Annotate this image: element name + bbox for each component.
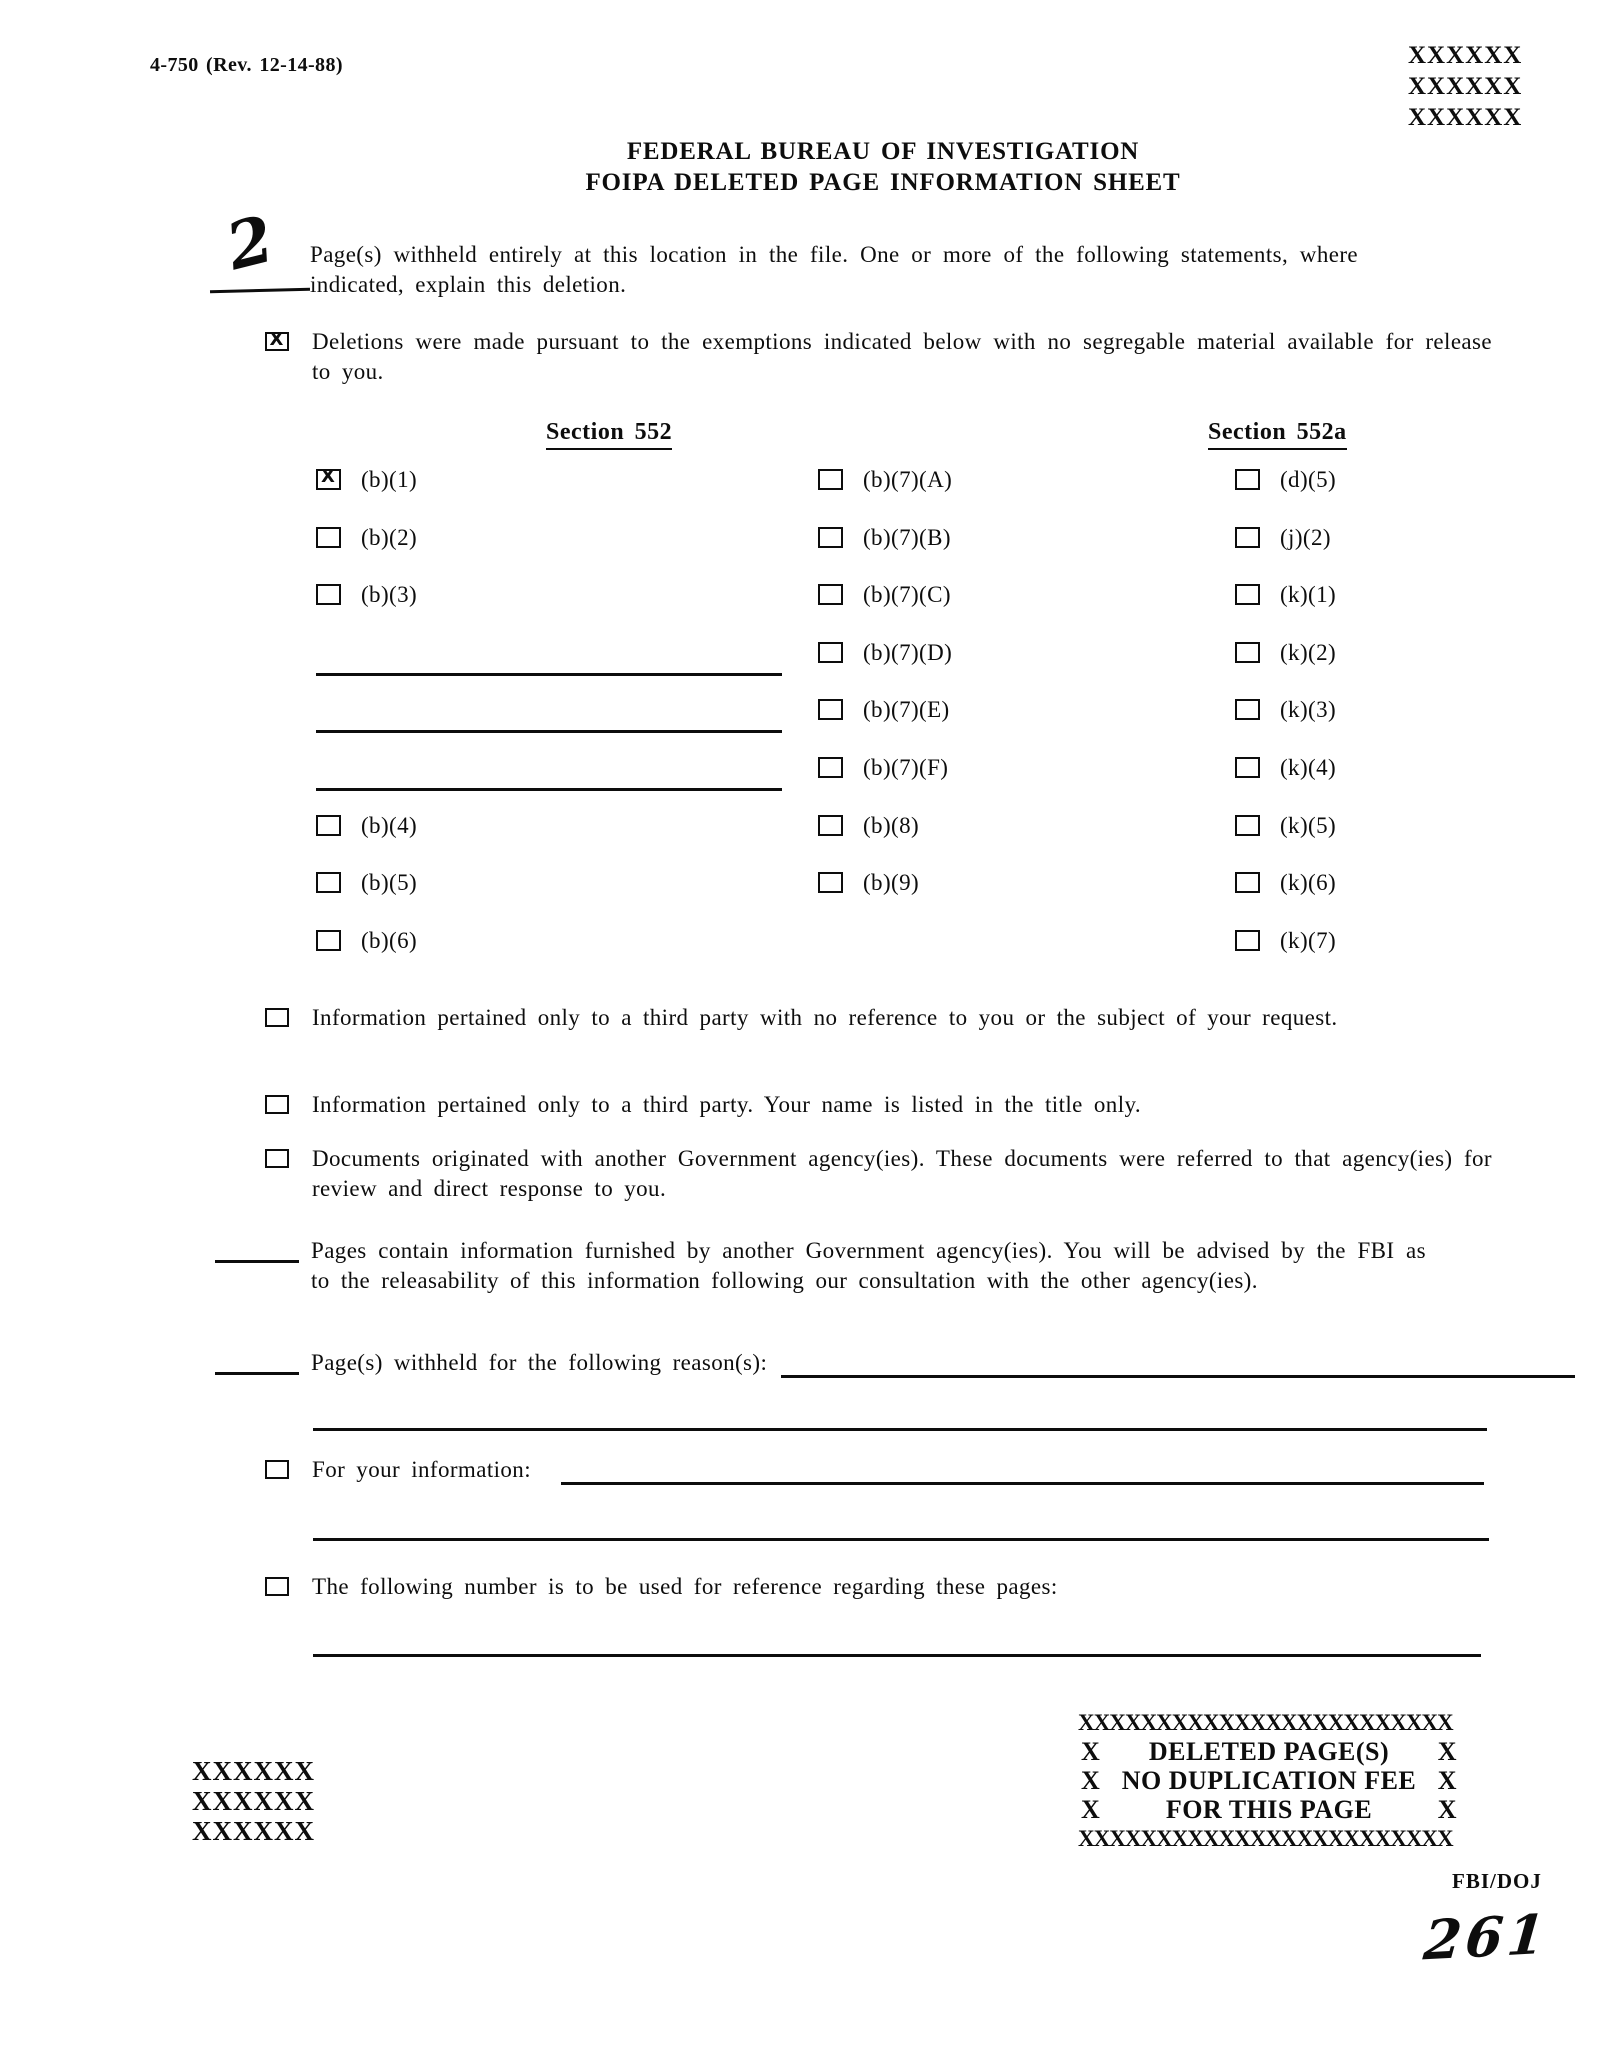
- exemption-k7: [1235, 923, 1535, 981]
- for-your-information-fill-line[interactable]: [561, 1456, 1484, 1485]
- stamp-text: NO DUPLICATION FEE: [1121, 1766, 1417, 1795]
- third-party-title-only-checkbox[interactable]: [265, 1095, 289, 1114]
- label-b7C: (b)(7)(C): [863, 582, 951, 608]
- for-your-information-continuation-line[interactable]: [313, 1538, 1489, 1541]
- redaction-line: XXXXXX: [192, 1816, 315, 1846]
- withheld-reasons-fill-line[interactable]: [781, 1349, 1575, 1378]
- exemption-b7F: [818, 750, 1235, 808]
- checkbox-k4[interactable]: [1235, 757, 1260, 778]
- exemption-b6: [316, 923, 818, 981]
- intro-text: Page(s) withheld entirely at this location in the file. One or more of the following statements, where indicated, explain this deletion.: [310, 242, 1358, 297]
- exemption-b8: [818, 808, 1235, 866]
- pages-other-agency-text: Pages contain information furnished by another Government agency(ies). You will be advised by the FBI as to the releasability of this information following our consultation with the other agency(ies).: [311, 1238, 1426, 1293]
- exemption-k3: [1235, 692, 1535, 750]
- checkbox-b7D[interactable]: [818, 642, 843, 663]
- deletions-statement: [265, 327, 1492, 387]
- documents-originated-checkbox[interactable]: [265, 1149, 289, 1168]
- exemption-b9: [818, 865, 1235, 923]
- stamp-row-deleted-pages: [1078, 1737, 1460, 1766]
- exemption-b7E: [818, 692, 1235, 750]
- handwritten-page-count: 2: [219, 201, 282, 286]
- label-b9: (b)(9): [863, 870, 920, 896]
- handwritten-page-number: 261: [1421, 1901, 1552, 1973]
- page-title: [166, 136, 1600, 198]
- redaction-block-bottom: [192, 1756, 315, 1846]
- pages-other-agency-blank-line[interactable]: [215, 1260, 299, 1263]
- checkbox-b7A[interactable]: [818, 469, 843, 490]
- deletions-checkbox[interactable]: [265, 332, 289, 351]
- stamp-row-for-this-page: [1078, 1795, 1460, 1824]
- reference-number-checkbox[interactable]: [265, 1577, 289, 1596]
- label-b7F: (b)(7)(F): [863, 754, 949, 780]
- label-k2: (k)(2): [1280, 639, 1337, 665]
- reference-number-fill-line[interactable]: [313, 1654, 1481, 1657]
- checkbox-k5[interactable]: [1235, 815, 1260, 836]
- stamp-edge-x: X: [1437, 1795, 1457, 1824]
- statement-withheld-reasons: [215, 1348, 1575, 1378]
- checkbox-b2[interactable]: [316, 527, 341, 548]
- exemption-b5: [316, 865, 818, 923]
- exemption-b7C: [818, 577, 1235, 635]
- redaction-line: XXXXXX: [1408, 73, 1523, 100]
- stamp-border-top: XXXXXXXXXXXXXXXXXXXXXXXX: [1078, 1710, 1453, 1735]
- checkbox-b7B[interactable]: [818, 527, 843, 548]
- exemption-b4: [316, 808, 818, 866]
- stamp-border-bottom: XXXXXXXXXXXXXXXXXXXXXXXX: [1078, 1826, 1453, 1851]
- checkbox-b7E[interactable]: [818, 699, 843, 720]
- checkbox-d5[interactable]: [1235, 469, 1260, 490]
- exemption-writein-line[interactable]: [316, 788, 782, 791]
- exemption-writein-3: [316, 750, 818, 808]
- reference-number-label: The following number is to be used for reference regarding these pages:: [312, 1574, 1058, 1599]
- label-d5: (d)(5): [1280, 467, 1337, 492]
- stamp-edge-x: X: [1437, 1737, 1457, 1766]
- checkbox-k7[interactable]: [1235, 930, 1260, 951]
- withheld-reasons-blank-line[interactable]: [215, 1372, 299, 1375]
- redaction-line: XXXXXX: [192, 1756, 315, 1786]
- for-your-information-checkbox[interactable]: [265, 1460, 289, 1479]
- label-k3: (k)(3): [1280, 697, 1337, 723]
- redaction-block-top: [1408, 40, 1522, 133]
- deleted-page-stamp: [1078, 1708, 1460, 1853]
- redaction-line: XXXXXX: [1408, 42, 1523, 69]
- exemption-j2: [1235, 520, 1535, 578]
- stamp-edge-x: X: [1437, 1766, 1457, 1795]
- label-b5: (b)(5): [361, 870, 418, 896]
- title-line-1: FEDERAL BUREAU OF INVESTIGATION: [626, 138, 1140, 165]
- exemption-b1: [316, 462, 818, 520]
- for-your-information-label: For your information:: [312, 1457, 531, 1482]
- exemption-writein-2: [316, 692, 818, 750]
- checkbox-b6[interactable]: [316, 930, 341, 951]
- stamp-edge-x: X: [1081, 1766, 1101, 1795]
- checkbox-b1[interactable]: [316, 469, 341, 490]
- exemption-b3: [316, 577, 818, 635]
- statement-reference-number: [265, 1572, 1512, 1602]
- exemption-grid: [316, 462, 1535, 980]
- label-k7: (k)(7): [1280, 927, 1337, 953]
- stamp-text: DELETED PAGE(S): [1148, 1737, 1390, 1766]
- statement-for-your-information: [265, 1455, 1484, 1485]
- exemption-writein-line[interactable]: [316, 673, 782, 676]
- withheld-reasons-continuation-line[interactable]: [313, 1428, 1487, 1431]
- label-b7A: (b)(7)(A): [863, 467, 953, 492]
- exemption-writein-1: [316, 635, 818, 693]
- checkbox-k3[interactable]: [1235, 699, 1260, 720]
- checkbox-b5[interactable]: [316, 872, 341, 893]
- title-line-2: FOIPA DELETED PAGE INFORMATION SHEET: [585, 169, 1181, 196]
- form-number: 4-750 (Rev. 12-14-88): [150, 54, 343, 76]
- label-k1: (k)(1): [1280, 582, 1337, 608]
- agency-credit: FBI/DOJ: [1452, 1869, 1542, 1893]
- label-k6: (k)(6): [1280, 870, 1337, 896]
- label-b4: (b)(4): [361, 812, 418, 838]
- stamp-text: FOR THIS PAGE: [1165, 1795, 1373, 1824]
- statement-third-party-title-only: [265, 1090, 1512, 1120]
- third-party-no-reference-checkbox[interactable]: [265, 1008, 289, 1027]
- statement-documents-originated: [265, 1144, 1492, 1204]
- exemption-k4: [1235, 750, 1535, 808]
- exemption-k5: [1235, 808, 1535, 866]
- label-b8: (b)(8): [863, 812, 920, 838]
- exemption-empty-cell: [818, 923, 1235, 981]
- statement-third-party-no-reference: [265, 1003, 1484, 1033]
- statement-pages-other-agency: [215, 1236, 1426, 1296]
- third-party-title-only-text: Information pertained only to a third party. Your name is listed in the title only.: [312, 1092, 1142, 1117]
- page-count-blank-line[interactable]: [210, 288, 310, 294]
- stamp-row-no-duplication-fee: [1078, 1766, 1460, 1795]
- exemption-b7D: [818, 635, 1235, 693]
- withheld-reasons-label: Page(s) withheld for the following reason(s):: [311, 1350, 768, 1375]
- redaction-line: XXXXXX: [192, 1786, 315, 1816]
- exemption-b7A: [818, 462, 1235, 520]
- label-j2: (j)(2): [1280, 524, 1331, 550]
- checkbox-k2[interactable]: [1235, 642, 1260, 663]
- checkbox-b7C[interactable]: [818, 584, 843, 605]
- section-552a-header: Section 552a: [1208, 417, 1347, 450]
- deletions-text: Deletions were made pursuant to the exemptions indicated below with no segregable material available for release to you.: [312, 329, 1492, 384]
- exemption-d5: [1235, 462, 1535, 520]
- exemption-b2: [316, 520, 818, 578]
- label-k4: (k)(4): [1280, 754, 1337, 780]
- checkbox-b3[interactable]: [316, 584, 341, 605]
- label-b7E: (b)(7)(E): [863, 697, 950, 723]
- exemption-k6: [1235, 865, 1535, 923]
- label-k5: (k)(5): [1280, 812, 1337, 838]
- label-b3: (b)(3): [361, 582, 418, 608]
- checkbox-k6[interactable]: [1235, 872, 1260, 893]
- label-b1: (b)(1): [361, 467, 418, 492]
- exemption-b7B: [818, 520, 1235, 578]
- redaction-line: XXXXXX: [1408, 104, 1523, 131]
- exemption-writein-line[interactable]: [316, 730, 782, 733]
- checkbox-b7F[interactable]: [818, 757, 843, 778]
- exemption-k2: [1235, 635, 1535, 693]
- label-b2: (b)(2): [361, 524, 418, 550]
- third-party-no-reference-text: Information pertained only to a third party with no reference to you or the subject of your request.: [312, 1005, 1338, 1030]
- label-b6: (b)(6): [361, 927, 418, 953]
- stamp-edge-x: X: [1081, 1795, 1101, 1824]
- stamp-edge-x: X: [1081, 1737, 1101, 1766]
- checkbox-k1[interactable]: [1235, 584, 1260, 605]
- checkbox-b9[interactable]: [818, 872, 843, 893]
- label-b7D: (b)(7)(D): [863, 639, 953, 665]
- label-b7B: (b)(7)(B): [863, 524, 951, 550]
- checkbox-b4[interactable]: [316, 815, 341, 836]
- documents-originated-text: Documents originated with another Government agency(ies). These documents were referred to that agency(ies) for review and direct response to you.: [312, 1146, 1492, 1201]
- checkbox-j2[interactable]: [1235, 527, 1260, 548]
- section-552-header: Section 552: [546, 417, 672, 450]
- exemption-k1: [1235, 577, 1535, 635]
- checkbox-b8[interactable]: [818, 815, 843, 836]
